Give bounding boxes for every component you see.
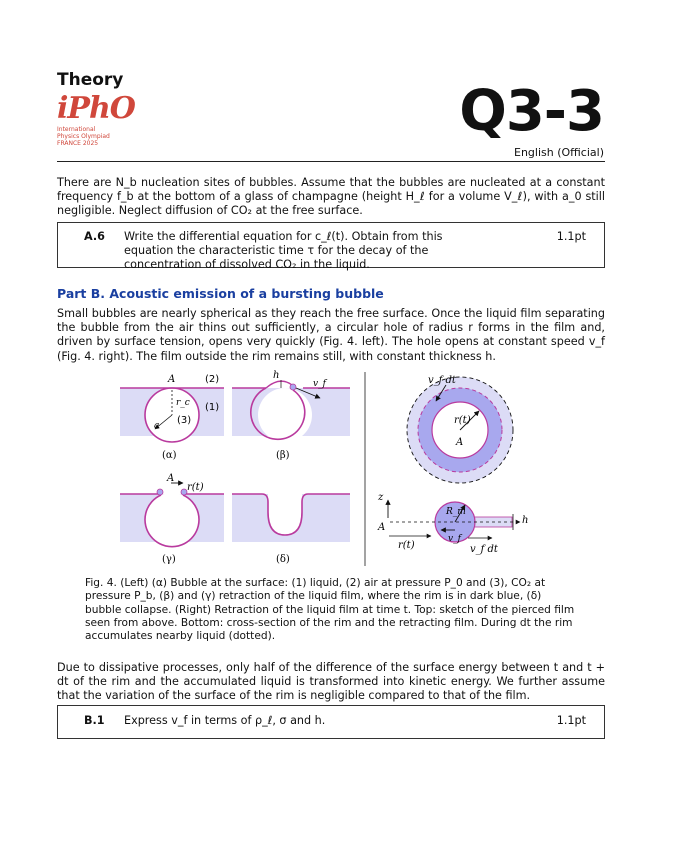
- label-vf: v_f: [313, 379, 326, 389]
- panel-delta: [232, 494, 350, 565]
- caption-delta: (δ): [276, 554, 290, 565]
- label-A: A: [456, 437, 464, 448]
- label-h: h: [522, 515, 529, 526]
- rim-blob-left: [157, 489, 163, 495]
- label-A: A: [378, 522, 386, 533]
- caption-beta: (β): [276, 450, 290, 461]
- panel-top-view: [407, 375, 513, 483]
- panel-beta: [232, 370, 350, 461]
- film-cap: [266, 381, 292, 388]
- label-rt: r(t): [398, 540, 415, 551]
- label-vfdt: v_f dt: [428, 375, 456, 386]
- question-number: Q3-3: [459, 79, 604, 144]
- task-code: A.6: [84, 230, 105, 243]
- label-rc: r_c: [176, 398, 190, 408]
- task-code: B.1: [84, 714, 105, 727]
- label-co2: (3): [177, 415, 192, 426]
- logo-wordmark: iPhO: [57, 91, 135, 126]
- label-A: A: [168, 374, 176, 385]
- label-Rm: R_m: [446, 507, 466, 517]
- label-vf: v_f: [448, 534, 461, 544]
- section-label: Theory: [57, 70, 124, 90]
- label-z: z: [378, 492, 384, 503]
- task-text: Write the differential equation for c_ℓ(t). Obtain from this equation the characteristic time τ for the decay of the concentration of dissolved CO₂ in the liquid.: [124, 230, 443, 272]
- task-box-b1: [57, 705, 605, 739]
- logo-line-1: International: [57, 126, 96, 133]
- caption-alpha: (α): [162, 450, 177, 461]
- label-air: (2): [205, 374, 220, 385]
- logo-line-2: Physics Olympiad: [57, 133, 110, 140]
- cavity: [268, 494, 302, 535]
- caption-gamma: (γ): [162, 554, 176, 565]
- panel-alpha: [120, 374, 224, 461]
- label-a: a: [154, 421, 160, 431]
- rim-blob: [290, 384, 296, 390]
- label-vfdt: v_f dt: [470, 544, 498, 555]
- part-heading: Part B. Acoustic emission of a bursting bubble: [57, 286, 384, 301]
- task-text: Express v_f in terms of ρ_ℓ, σ and h.: [124, 714, 326, 727]
- label-rt: r(t): [187, 482, 204, 493]
- task-points: 1.1pt: [556, 230, 586, 243]
- intro-paragraph: There are N_b nucleation sites of bubbles. Assume that the bubbles are nucleated at a constant frequency f_b at the bottom of a glass of champagne (height H_ℓ for a volume V_ℓ), with a_0 still negligible. Neglect diffusion of CO₂ at the free surface.: [57, 176, 605, 218]
- part-b-paragraph: Small bubbles are nearly spherical as they reach the free surface. Once the liquid film separating the bubble from the air thins out sufficiently, a circular hole of radius r forms in the film and, driven by surface tension, opens very quickly (Fig. 4. left). The hole opens at constant speed v_f (Fig. 4. right). The film outside the rim remains still, with constant thickness h.: [57, 307, 605, 363]
- label-rt: r(t): [454, 415, 471, 426]
- task-points: 1.1pt: [556, 714, 586, 727]
- label-liquid: (1): [205, 402, 220, 413]
- panel-gamma: [120, 473, 224, 565]
- language-label: English (Official): [514, 146, 604, 159]
- panel-cross-section: [377, 492, 528, 555]
- figure-caption: Fig. 4. (Left) (α) Bubble at the surface: (1) liquid, (2) air at pressure P_0 and (3), CO₂ at pressure P_b, (β) and (γ) retraction of the liquid film, where the rim is in dark blue, (δ) bubble collapse. (Right) Retraction of the liquid film at time t. Top: sketch of the pierced film seen from above. Bottom: cross-section of the rim and the retracting film. During dt the rim accumulates nearby liquid (dotted).: [85, 577, 575, 643]
- label-A: A: [167, 473, 175, 484]
- energy-paragraph: Due to dissipative processes, only half of the difference of the surface energy between t and t + dt of the rim and the accumulated liquid is transformed into kinetic energy. We further assume that the variation of the surface of the rim is negligible compared to that of the film.: [57, 661, 605, 703]
- label-h: h: [273, 370, 280, 381]
- logo-line-3: FRANCE 2025: [57, 140, 99, 147]
